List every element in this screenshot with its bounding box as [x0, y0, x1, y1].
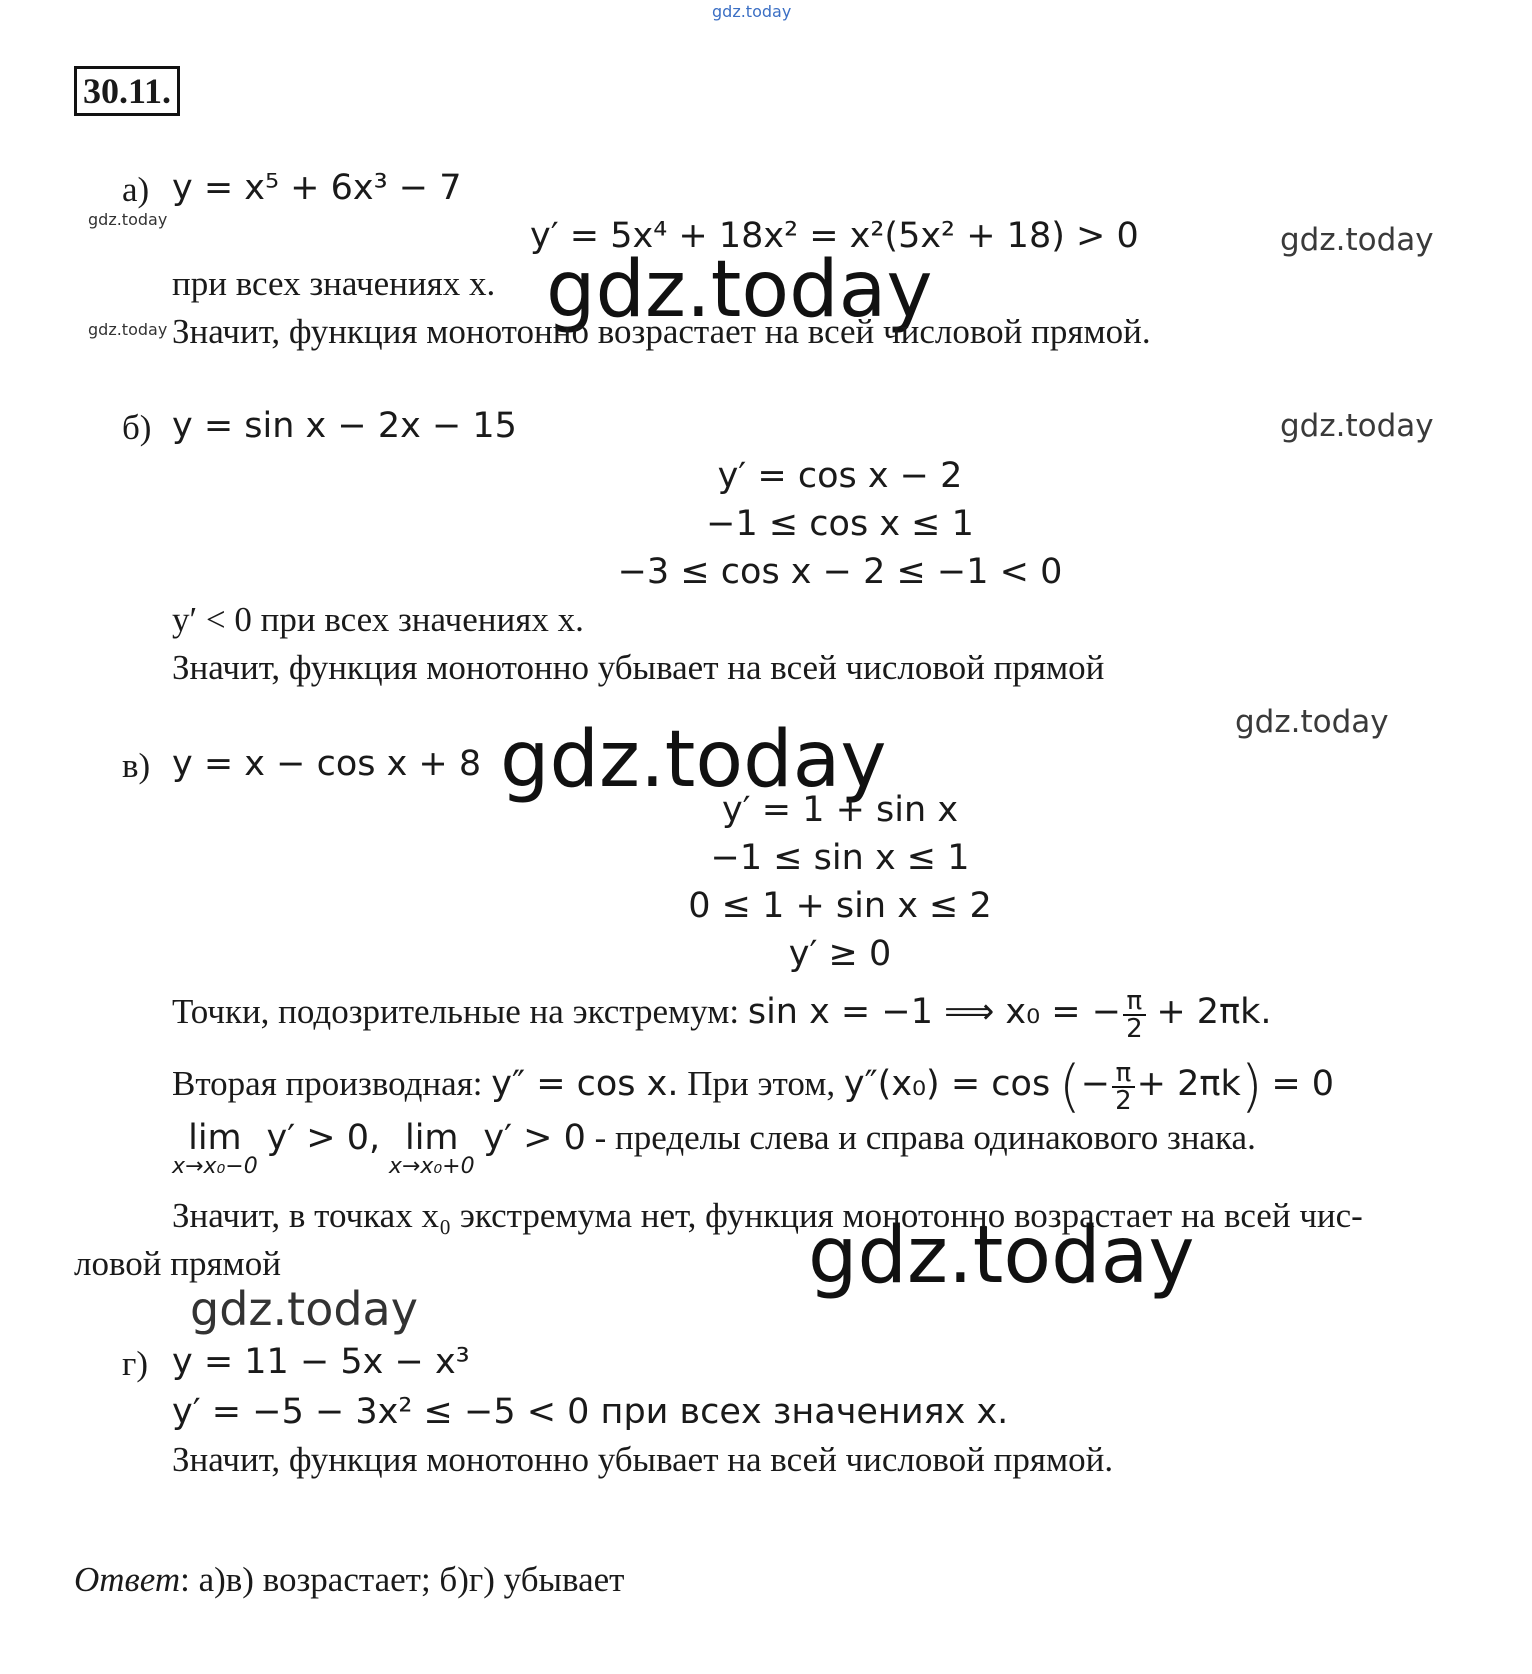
watermark-a-left2: gdz.today — [88, 320, 168, 339]
second-text: Вторая производная: — [172, 1064, 483, 1104]
watermark-g-left: gdz.today — [190, 1282, 418, 1336]
part-a-function: y = x⁵ + 6x³ − 7 — [172, 168, 462, 208]
lim-sub: x→x₀−0 — [172, 1154, 258, 1179]
watermark-v-big2: gdz.today — [808, 1211, 1195, 1301]
watermark-a-left: gdz.today — [88, 210, 168, 229]
part-g-line1 — [172, 1392, 1008, 1432]
part-b-eq2: −1 ≤ cos x ≤ 1 — [706, 504, 974, 544]
second-math-a: y″ = cos x. — [491, 1064, 679, 1105]
limit-text: - пределы слева и справа одинакового знака. — [594, 1118, 1256, 1157]
part-g-label: г) — [122, 1344, 149, 1383]
left-paren: ( — [1058, 1054, 1081, 1119]
right-paren: ) — [1240, 1054, 1263, 1119]
part-b-function: y = sin x − 2x − 15 — [172, 406, 517, 446]
part-a-derivative: y′ = 5x⁴ + 18x² = x²(5x² + 18) > 0 — [530, 216, 1139, 256]
part-a-label: а) — [122, 170, 150, 209]
second-text2: При этом, — [687, 1064, 836, 1104]
part-g-line1-text: y′ = −5 − 3x² ≤ −5 < 0 при всех значениях x. — [172, 1392, 1009, 1432]
second-fraction — [1112, 1060, 1135, 1114]
part-v-eq1: y′ = 1 + sin x — [721, 790, 959, 830]
extremum-fraction — [1123, 988, 1146, 1042]
limit-left-expr: y′ > 0, — [266, 1118, 381, 1158]
watermark-a-big: gdz.today — [546, 245, 933, 335]
watermark-v-right: gdz.today — [1235, 704, 1389, 740]
second-math-b: y″(x₀) = cos — [843, 1064, 1051, 1105]
watermark-a-right: gdz.today — [1280, 222, 1434, 258]
fraction-numerator: π — [1123, 988, 1146, 1016]
fraction-denominator: 2 — [1126, 1014, 1143, 1044]
part-g-function: y = 11 − 5x − x³ — [172, 1342, 470, 1382]
extremum-math-b: + 2πk. — [1156, 992, 1272, 1033]
limit-left — [172, 1120, 258, 1178]
problem-number: 30.11. — [74, 66, 180, 116]
watermark-v-big: gdz.today — [500, 715, 887, 805]
part-v-conclusion2: ловой прямой — [74, 1244, 281, 1283]
limit-right-expr: y′ > 0 — [483, 1118, 586, 1158]
part-v-limits-line — [172, 1120, 1256, 1178]
watermark-b-right: gdz.today — [1280, 408, 1434, 444]
part-v-extremum-line — [172, 988, 1272, 1042]
part-v-function: y = x − cos x + 8 — [172, 744, 482, 784]
part-v-eq2: −1 ≤ sin x ≤ 1 — [710, 838, 970, 878]
part-b-line1: y′ < 0 при всех значениях x. — [172, 600, 584, 639]
part-v-label: в) — [122, 746, 151, 785]
fraction-numerator: π — [1112, 1060, 1135, 1088]
extremum-text: Точки, подозрительные на экстремум: — [172, 992, 740, 1032]
part-b-eq3: −3 ≤ cos x − 2 ≤ −1 < 0 — [617, 552, 1063, 592]
answer-line — [74, 1560, 624, 1600]
part-a-line2: Значит, функция монотонно возрастает на всей числовой прямой. — [172, 312, 1151, 351]
second-math-d: + 2πk — [1136, 1064, 1241, 1105]
lim-word: lim — [404, 1118, 459, 1158]
lim-word: lim — [188, 1118, 242, 1158]
part-g-line2: Значит, функция монотонно убывает на всей числовой прямой. — [172, 1440, 1114, 1479]
part-v-eq3: 0 ≤ 1 + sin x ≤ 2 — [688, 886, 992, 926]
part-v-second-derivative-line — [172, 1054, 1335, 1119]
part-a-line1: при всех значениях x. — [172, 264, 496, 303]
answer-text: : а)в) возрастает; б)г) убывает — [180, 1560, 625, 1599]
second-math-c: − — [1080, 1064, 1111, 1105]
watermark-top: gdz.today — [712, 2, 792, 21]
extremum-math-a: sin x = −1 ⟹ x₀ = − — [747, 992, 1122, 1033]
answer-label: Ответ — [74, 1560, 181, 1599]
limit-right — [389, 1120, 475, 1178]
part-v-conclusion1: Значит, в точках x₀ экстремума нет, функция монотонно возрастает на всей чис- — [172, 1196, 1363, 1235]
part-v-eq4: y′ ≥ 0 — [788, 934, 892, 974]
part-b-label: б) — [122, 408, 152, 447]
lim-sub: x→x₀+0 — [388, 1154, 475, 1179]
second-math-e: = 0 — [1271, 1064, 1335, 1105]
part-b-eq1: y′ = cos x − 2 — [717, 456, 963, 496]
part-b-line2: Значит, функция монотонно убывает на всей числовой прямой — [172, 648, 1105, 687]
fraction-denominator: 2 — [1115, 1086, 1132, 1116]
